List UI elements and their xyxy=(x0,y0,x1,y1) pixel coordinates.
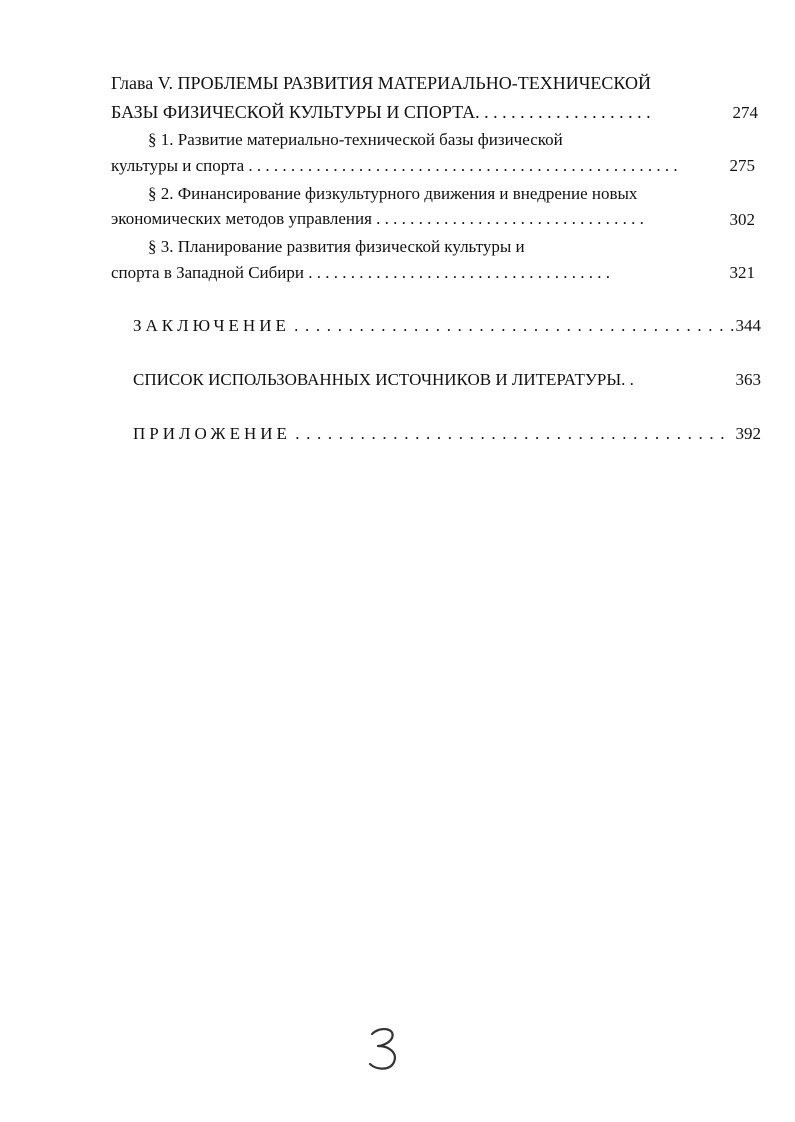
section-1-page-number: 275 xyxy=(729,156,755,175)
handwritten-page-number xyxy=(366,1024,406,1074)
section-2-title-line1: § 2. Финансирование физкультурного движения и внедрение новых xyxy=(148,184,638,203)
sources-entry: СПИСОК ИСПОЛЬЗОВАННЫХ ИСТОЧНИКОВ И ЛИТЕРАТУРЫ. . xyxy=(133,370,634,389)
conclusion-label: ЗАКЛЮЧЕНИЕ xyxy=(133,316,290,335)
section-1-title-line1: § 1. Развитие материально-технической базы физической xyxy=(148,130,563,149)
section-1-title-line2: культуры и спорта . . . . . . . . . . . . . . . . . . . . . . . . . . . . . . . . . . . . . . . . . . . . . . . . . . . xyxy=(111,156,678,175)
section-2-title-line2: экономических методов управления . . . . . . . . . . . . . . . . . . . . . . . . . . . . . . . . xyxy=(111,209,644,228)
appendix-page-number: 392 xyxy=(735,424,761,443)
section-3-title-line2: спорта в Западной Сибири . . . . . . . . . . . . . . . . . . . . . . . . . . . . . . . . . . . . xyxy=(111,263,610,282)
sources-page-number: 363 xyxy=(735,370,761,389)
appendix-entry xyxy=(133,422,726,446)
section-2-page-number: 302 xyxy=(729,210,755,229)
section-3-title-line1: § 3. Планирование развития физической культуры и xyxy=(148,237,525,256)
appendix-label: ПРИЛОЖЕНИЕ xyxy=(133,424,291,443)
chapter-5-title-line1: Глава V. ПРОБЛЕМЫ РАЗВИТИЯ МАТЕРИАЛЬНО-ТЕХНИЧЕСКОЙ xyxy=(111,73,651,93)
conclusion-entry xyxy=(133,314,736,338)
appendix-dots: . . . . . . . . . . . . . . . . . . . . . . . . . . . . . . . . . . . . . . . . xyxy=(295,424,726,443)
section-3-page-number: 321 xyxy=(729,263,755,282)
conclusion-page-number: 344 xyxy=(735,316,761,335)
chapter-5-page-number: 274 xyxy=(732,103,758,122)
conclusion-dots: . . . . . . . . . . . . . . . . . . . . . . . . . . . . . . . . . . . . . . . . . xyxy=(294,316,736,335)
chapter-5-title-line2: БАЗЫ ФИЗИЧЕСКОЙ КУЛЬТУРЫ И СПОРТА. . . . . . . . . . . . . . . . . . . . xyxy=(111,102,651,122)
